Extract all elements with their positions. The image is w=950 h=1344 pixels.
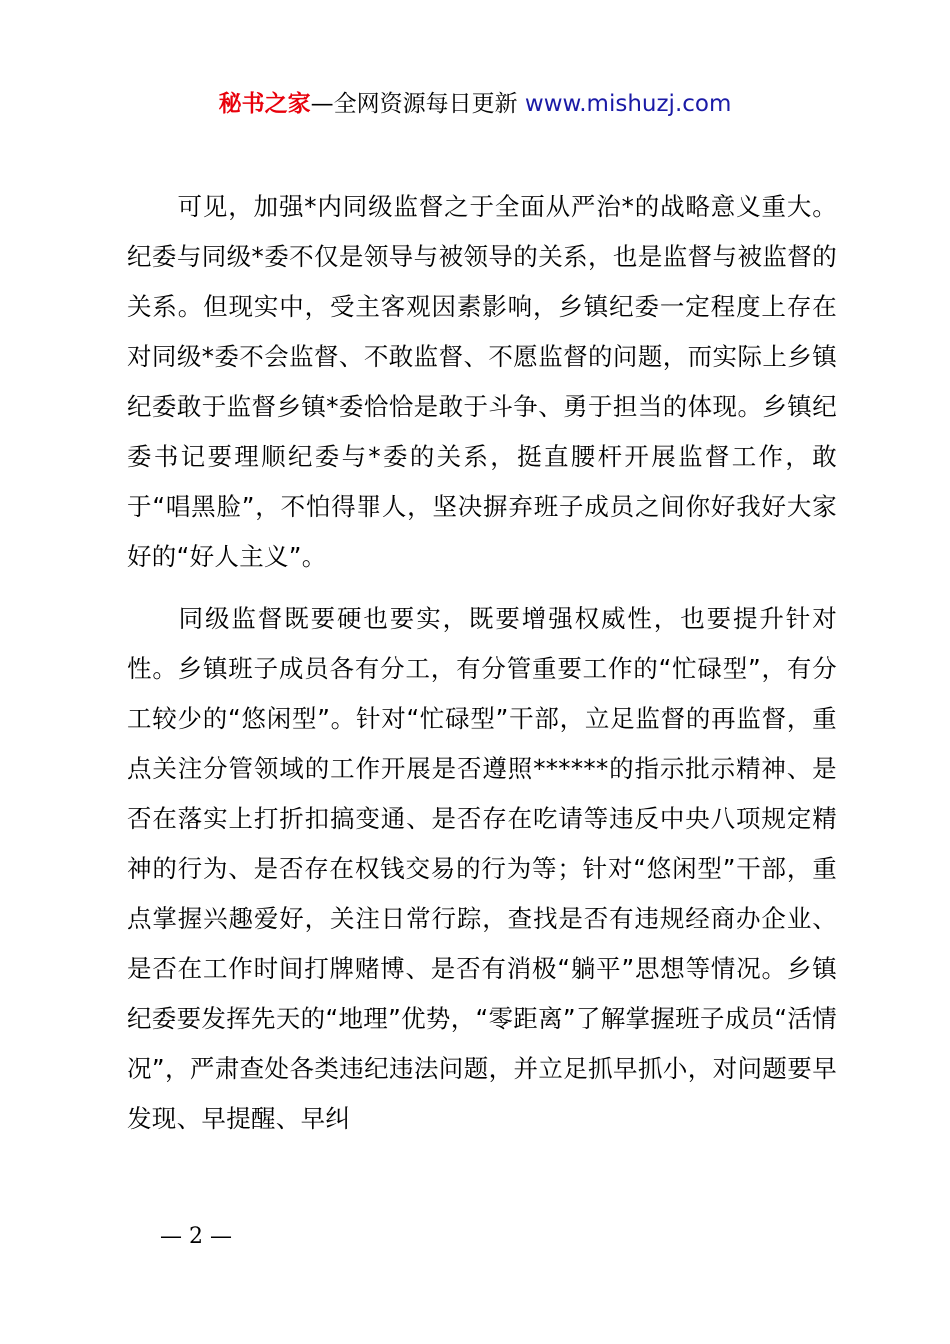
brand-name: 秘书之家 bbox=[218, 91, 311, 117]
site-header bbox=[0, 88, 950, 120]
page-number: — 2 — bbox=[160, 1224, 232, 1249]
document-body bbox=[127, 182, 837, 1144]
site-url-link[interactable]: www.mishuzj.com bbox=[524, 91, 732, 117]
paragraph-2-text: 同级监督既要硬也要实，既要增强权威性，也要提升针对性。乡镇班子成员各有分工，有分管重要工作的“忙碌型”，有分工较少的“悠闲型”。针对“忙碌型”干部，立足监督的再监督，重点关注分管领域的工作开展是否遵照******的指示批示精神、是否在落实上打折扣搞变通、是否存在吃请等违反中央八项规定精神的行为、是否存在权钱交易的行为等；针对“悠闲型”干部，重点掌握兴趣爱好，关注日常行踪，查找是否有违规经商办企业、是否在工作时间打牌赌博、是否有消极“躺平”思想等情况。乡镇纪委要发挥先天的“地理”优势，“零距离”了解掌握班子成员“活情况”，严肃查处各类违纪违法问题，并立足抓早抓小，对问题要早发现、早提醒、早纠 bbox=[127, 604, 837, 1133]
header-tagline: —全网资源每日更新 bbox=[310, 91, 525, 117]
paragraph-1-text: 可见，加强*内同级监督之于全面从严治*的战略意义重大。纪委与同级*委不仅是领导与被领导的关系，也是监督与被监督的关系。但现实中，受主客观因素影响，乡镇纪委一定程度上存在对同级*委不会监督、不敢监督、不愿监督的问题，而实际上乡镇纪委敢于监督乡镇*委恰恰是敢于斗争、勇于担当的体现。乡镇纪委书记要理顺纪委与*委的关系，挺直腰杆开展监督工作，敢于“唱黑脸”，不怕得罪人，坚决摒弃班子成员之间你好我好大家好的“好人主义”。 bbox=[127, 192, 837, 571]
paragraph-2 bbox=[127, 594, 837, 1144]
paragraph-1 bbox=[127, 182, 837, 582]
